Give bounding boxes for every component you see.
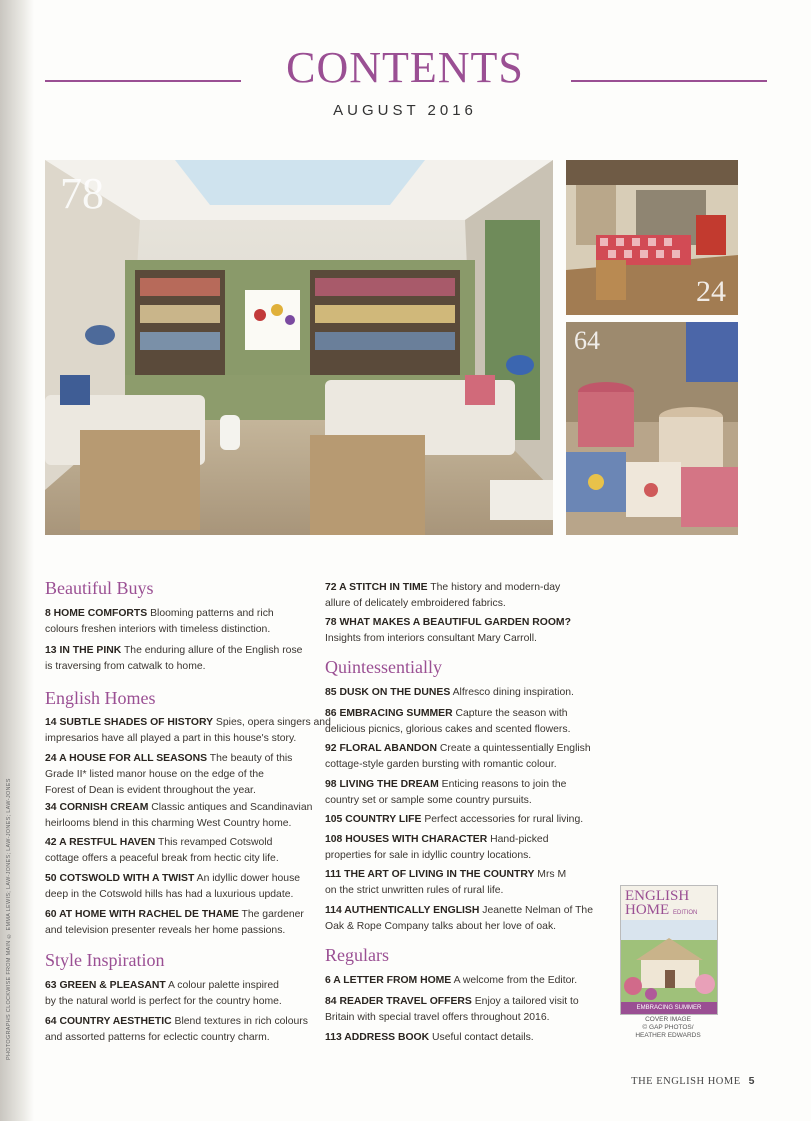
section-quintessentially: Quintessentially: [325, 657, 442, 677]
toc-entry[interactable]: 42 A RESTFUL HAVEN This revamped Cotswold cottage offers a peaceful break from hectic city life.: [45, 837, 279, 864]
toc-entry[interactable]: 92 FLORAL ABANDON Create a quintessentially English cottage-style garden bursting with romantic colour.: [325, 743, 591, 770]
magazine-name: THE ENGLISH HOME: [631, 1076, 741, 1087]
toc-entry[interactable]: 60 AT HOME WITH RACHEL DE THAME The gardener and television presenter reveals her home passions.: [45, 909, 304, 936]
toc-entry[interactable]: 72 A STITCH IN TIME The history and modern-day allure of delicately embroidered fabrics.: [325, 582, 561, 609]
fabric-lampshades-photo[interactable]: [566, 322, 738, 535]
toc-entry[interactable]: 8 HOME COMFORTS Blooming patterns and rich colours freshen interiors with timeless distinction.: [45, 608, 274, 635]
cover-strap: EMBRACING SUMMER: [621, 1002, 717, 1014]
toc-entry[interactable]: 114 AUTHENTICALLY ENGLISH Jeanette Nelman of The Oak & Rope Company talks about her love of oak.: [325, 905, 593, 932]
cover-caption: COVER IMAGE © GAP PHOTOS/ HEATHER EDWARDS: [635, 1016, 701, 1039]
toc-entry[interactable]: 13 IN THE PINK The enduring allure of the English rose is traversing from catwalk to home.: [45, 645, 303, 672]
toc-entry[interactable]: 63 GREEN & PLEASANT A colour palette inspired by the natural world is perfect for the country home.: [45, 980, 282, 1007]
issue-date: AUGUST 2016: [333, 102, 477, 119]
page-marker-64: 64: [574, 326, 600, 355]
header-rule-left: [45, 80, 241, 82]
page-marker-78: 78: [60, 169, 104, 218]
toc-entry[interactable]: 111 THE ART OF LIVING IN THE COUNTRY Mrs M on the strict unwritten rules of rural life.: [325, 869, 567, 896]
toc-entry[interactable]: 6 A LETTER FROM HOME A welcome from the Editor.: [325, 975, 578, 986]
page-number: 5: [748, 1075, 755, 1087]
main-photo-living-room[interactable]: [45, 160, 553, 535]
section-regulars: Regulars: [325, 945, 389, 965]
toc-entry[interactable]: 86 EMBRACING SUMMER Capture the season with delicious picnics, glorious cakes and scented flowers.: [325, 708, 571, 735]
toc-entry[interactable]: 78 WHAT MAKES A BEAUTIFUL GARDEN ROOM? Insights from interiors consultant Mary Carroll.: [325, 617, 571, 644]
toc-entry[interactable]: 105 COUNTRY LIFE Perfect accessories for rural living.: [325, 814, 584, 825]
toc-entry[interactable]: 98 LIVING THE DREAM Enticing reasons to join the country set or sample some country pursuits.: [325, 779, 567, 806]
toc-entry[interactable]: 14 SUBTLE SHADES OF HISTORY Spies, opera singers and impresarios have all played a part in this house's story.: [45, 717, 331, 744]
toc-entry[interactable]: 113 ADDRESS BOOK Useful contact details.: [325, 1032, 534, 1043]
section-style-inspiration: Style Inspiration: [45, 950, 165, 970]
cover-thumbnail[interactable]: [620, 885, 718, 1015]
kitchen-photo[interactable]: [566, 160, 738, 315]
photo-credit: PHOTOGRAPHS CLOCKWISE FROM MAIN © EMMA LEWIS; LAW-JONES; LAW-JONES; LAW-JONES: [6, 778, 12, 1060]
section-beautiful-buys: Beautiful Buys: [45, 578, 154, 598]
toc-entry[interactable]: 34 CORNISH CREAM Classic antiques and Scandinavian heirlooms blend in this charming West Country home.: [45, 802, 313, 829]
section-english-homes: English Homes: [45, 688, 156, 708]
cover-cottage-image: [621, 920, 717, 1002]
header-rule-right: [571, 80, 767, 82]
cover-brand: ENGLISH HOME: [625, 888, 690, 918]
toc-entry[interactable]: 84 READER TRAVEL OFFERS Enjoy a tailored visit to Britain with special travel offers throughout 2016.: [325, 996, 579, 1023]
page-title: CONTENTS: [286, 43, 524, 92]
toc-entry[interactable]: 24 A HOUSE FOR ALL SEASONS The beauty of this Grade II* listed manor house on the edge of the Forest of Dean is evident throughout the year.: [45, 753, 293, 796]
toc-entry[interactable]: 85 DUSK ON THE DUNES Alfresco dining inspiration.: [325, 687, 574, 698]
cover-edition: EDITION: [673, 910, 698, 916]
page-footer: [631, 1075, 755, 1087]
toc-entry[interactable]: 50 COTSWOLD WITH A TWIST An idyllic dower house deep in the Cotswold hills has had a luxurious update.: [45, 873, 301, 900]
page-marker-24: 24: [696, 275, 726, 308]
toc-entry[interactable]: 108 HOUSES WITH CHARACTER Hand-picked properties for sale in idyllic country locations.: [325, 834, 549, 861]
toc-entry[interactable]: 64 COUNTRY AESTHETIC Blend textures in rich colours and assorted patterns for eclectic country charm.: [45, 1016, 308, 1043]
